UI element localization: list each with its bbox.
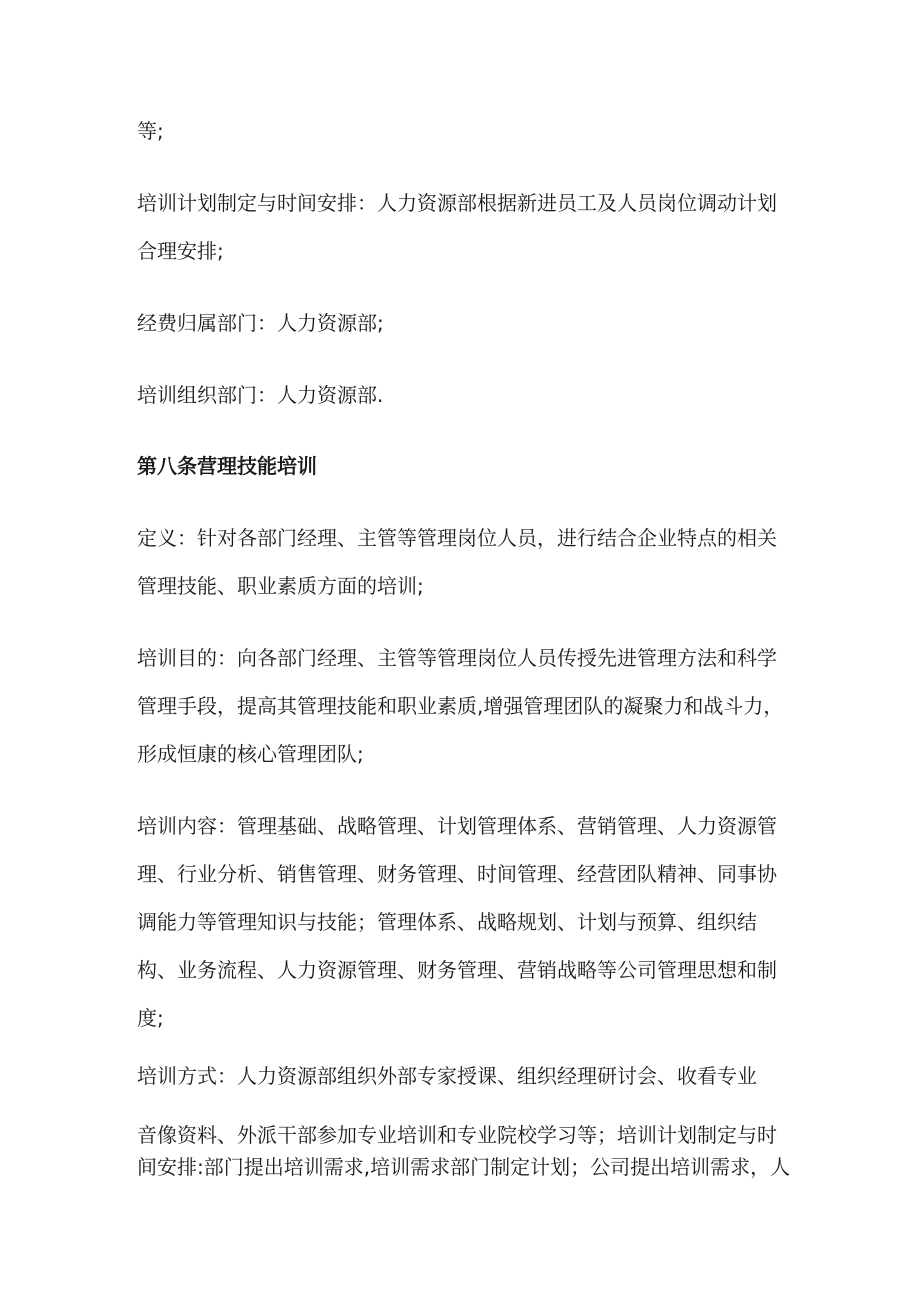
text-line: 培训计划制定与时间安排：人力资源部根据新进员工及人员岗位调动计划 <box>137 191 777 215</box>
section-heading: 第八条营理技能培训 <box>137 454 317 478</box>
text-line: 度; <box>137 1006 164 1030</box>
text-line: 等; <box>137 119 164 143</box>
text-line: 培训内容：管理基础、战略管理、计划管理体系、营销管理、人力资源管 <box>137 814 777 838</box>
text-line: 定义：针对各部门经理、主管等管理岗位人员，进行结合企业特点的相关 <box>137 526 777 550</box>
text-line: 合理安排; <box>137 239 224 263</box>
text-line: 培训组织部门：人力资源部. <box>137 383 384 407</box>
text-line: 音像资料、外派干部参加专业培训和专业院校学习等；培训计划制定与时 <box>137 1123 777 1147</box>
text-line: 调能力等管理知识与技能；管理体系、战略规划、计划与预算、组织结 <box>137 910 757 934</box>
text-line: 间安排:部门提出培训需求,培训需求部门制定计划；公司提出培训需求，人 <box>137 1155 791 1179</box>
text-line: 形成恒康的核心管理团队; <box>137 742 364 766</box>
text-line: 构、业务流程、人力资源管理、财务管理、营销战略等公司管理思想和制 <box>137 958 777 982</box>
text-line: 管理技能、职业素质方面的培训; <box>137 574 424 598</box>
text-line: 培训目的：向各部门经理、主管等管理岗位人员传授先进管理方法和科学 <box>137 646 777 670</box>
text-line: 培训方式：人力资源部组织外部专家授课、组织经理研讨会、收看专业 <box>137 1064 757 1088</box>
text-line: 管理手段，提高其管理技能和职业素质,增强管理团队的凝聚力和战斗力， <box>137 694 784 718</box>
text-line: 理、行业分析、销售管理、财务管理、时间管理、经营团队精神、同事协 <box>137 862 777 886</box>
text-line: 经费归属部门：人力资源部; <box>137 311 384 335</box>
